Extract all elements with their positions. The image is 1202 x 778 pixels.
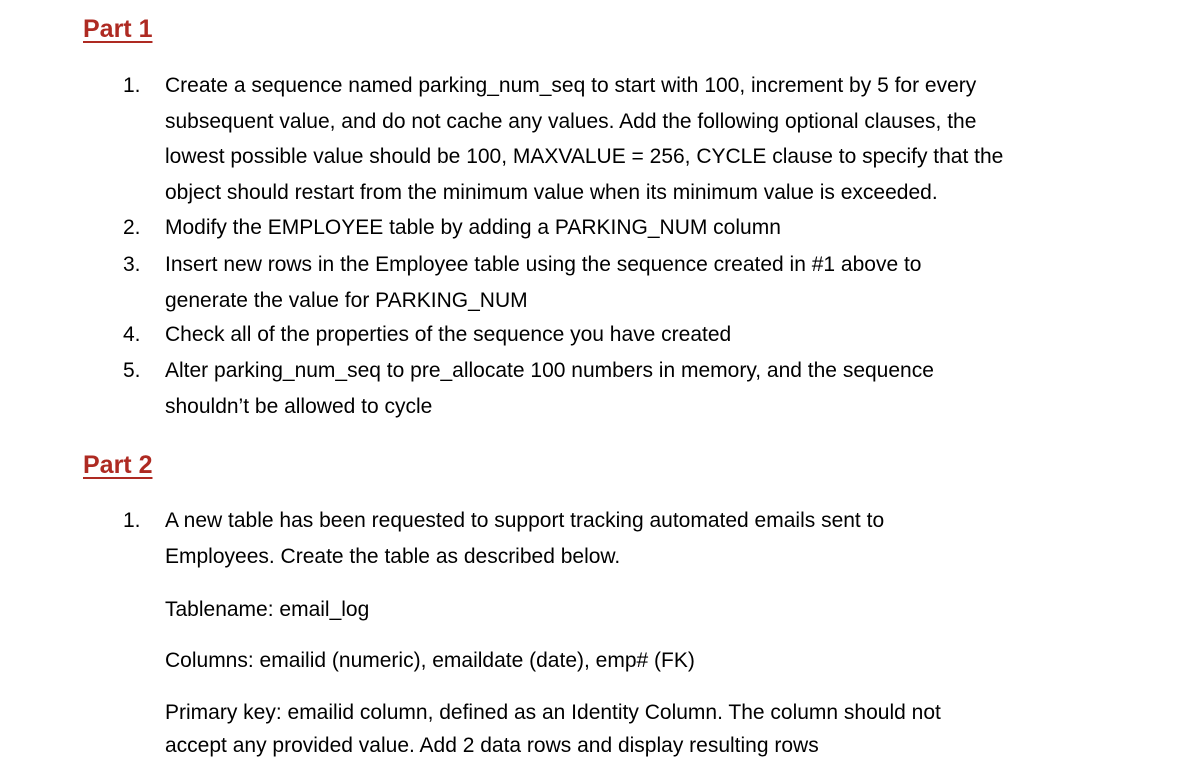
list-text-line: Insert new rows in the Employee table using the sequence created in #1 above to: [165, 253, 922, 276]
list-number: 4.: [123, 323, 141, 346]
list-number: 1.: [123, 509, 141, 532]
list-text-line: object should restart from the minimum value when its minimum value is exceeded.: [165, 180, 938, 204]
list-text-line: generate the value for PARKING_NUM: [165, 288, 528, 312]
list-number: 3.: [123, 253, 141, 276]
tablename-text: Tablename: email_log: [165, 598, 370, 621]
primary-key-text: [165, 696, 941, 762]
primary-key-line: accept any provided value. Add 2 data rows and display resulting rows: [165, 734, 819, 757]
primary-key-line: Primary key: emailid column, defined as an Identity Column. The column should not: [165, 701, 941, 724]
list-text-line: Check all of the properties of the sequence you have created: [165, 323, 732, 346]
list-number: 5.: [123, 359, 141, 382]
list-number: 2.: [123, 216, 141, 239]
list-number: 1.: [123, 74, 141, 97]
part2-heading: Part 2: [83, 451, 153, 479]
list-text-line: Modify the EMPLOYEE table by adding a PARKING_NUM column: [165, 216, 781, 239]
list-text-line: Employees. Create the table as described below.: [165, 544, 621, 568]
list-text-line: Alter parking_num_seq to pre_allocate 100 numbers in memory, and the sequence: [165, 359, 934, 382]
columns-text: Columns: emailid (numeric), emaildate (date), emp# (FK): [165, 649, 695, 672]
list-text-line: Create a sequence named parking_num_seq to start with 100, increment by 5 for every: [165, 74, 977, 97]
list-text-line: A new table has been requested to support tracking automated emails sent to: [165, 509, 885, 532]
list-text-line: shouldn’t be allowed to cycle: [165, 394, 433, 418]
part1-heading: Part 1: [83, 15, 153, 43]
list-text-line: lowest possible value should be 100, MAXVALUE = 256, CYCLE clause to specify that the: [165, 145, 1004, 168]
list-text-line: subsequent value, and do not cache any values. Add the following optional clauses, the: [165, 109, 977, 133]
